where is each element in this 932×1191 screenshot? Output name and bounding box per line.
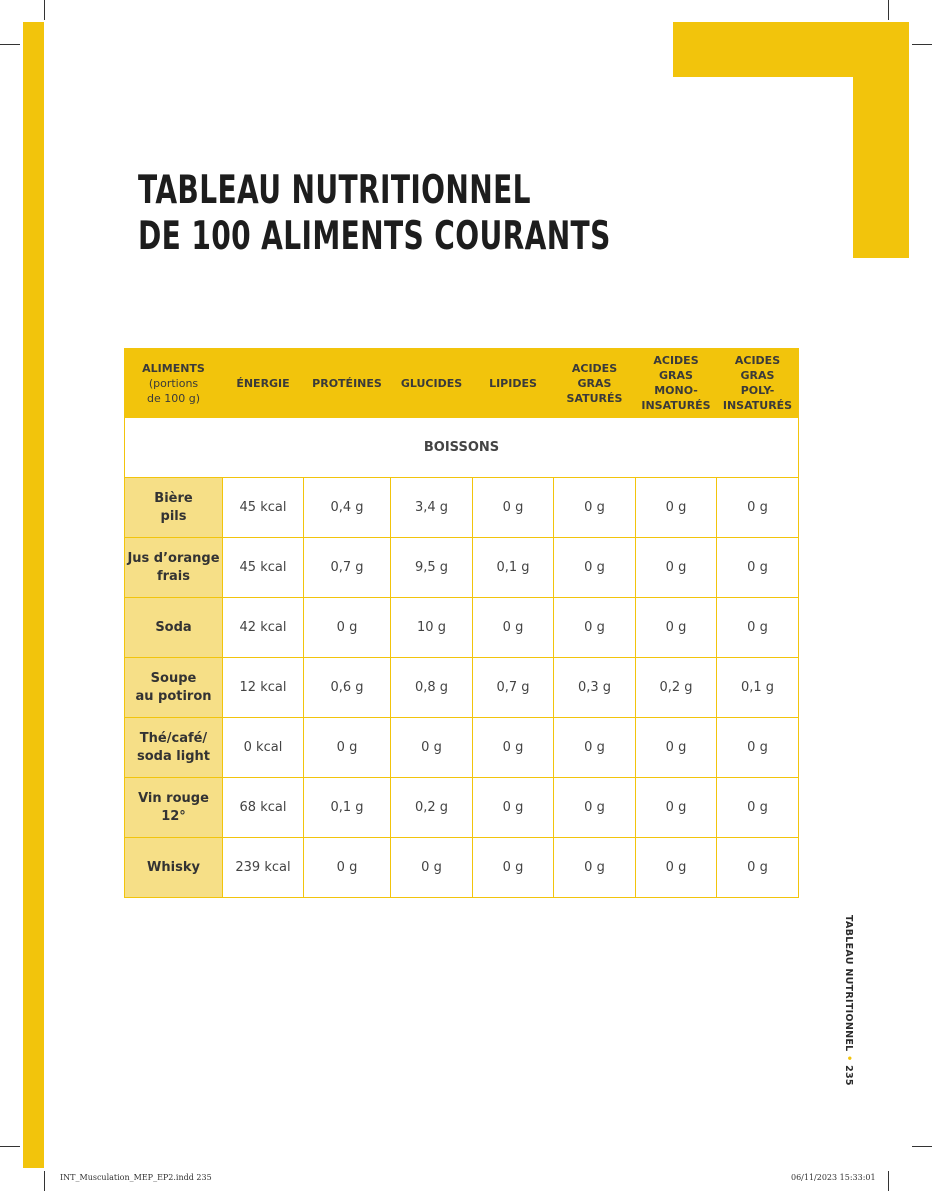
page-title-line1: TABLEAU NUTRITIONNEL [138,168,531,213]
bullet: • [843,1055,854,1062]
value-cell-energie: 239 kcal [223,838,304,898]
slug-filename: INT_Musculation_MEP_EP2.indd 235 [60,1173,212,1182]
crop-mark [0,1146,20,1147]
running-footer-label: TABLEAU NUTRITIONNEL [843,915,854,1052]
table-row [125,538,799,598]
value-cell-ags: 0 g [554,538,636,598]
value-cell-ags: 0,3 g [554,658,636,718]
value-cell-agpi: 0 g [717,598,799,658]
value-cell-lipides: 0,7 g [473,658,554,718]
value-cell-energie: 0 kcal [223,718,304,778]
value-cell-glucides: 0 g [391,838,473,898]
running-footer [843,915,854,1086]
value-cell-ags: 0 g [554,778,636,838]
value-cell-agpi: 0 g [717,538,799,598]
table-row [125,838,799,898]
value-cell-glucides: 10 g [391,598,473,658]
value-cell-glucides: 3,4 g [391,478,473,538]
section-row [125,418,799,478]
value-cell-glucides: 0 g [391,718,473,778]
crop-mark [912,1146,932,1147]
value-cell-energie: 68 kcal [223,778,304,838]
value-cell-agmi: 0,2 g [636,658,717,718]
value-cell-agpi: 0 g [717,838,799,898]
value-cell-ags: 0 g [554,718,636,778]
value-cell-agmi: 0 g [636,598,717,658]
corner-accent-side [853,22,909,258]
crop-mark [888,0,889,20]
value-cell-proteines: 0 g [304,598,391,658]
header-glucides: GLUCIDES [391,349,473,418]
crop-mark [0,44,20,45]
food-name-cell: Soupe au potiron [125,658,223,718]
food-name-cell: Whisky [125,838,223,898]
header-acides-gras-poly-insatures: ACIDES GRAS POLY- INSATURÉS [717,349,799,418]
section-label: BOISSONS [125,418,799,478]
value-cell-agpi: 0 g [717,778,799,838]
food-name-cell: Bière pils [125,478,223,538]
table-row [125,718,799,778]
value-cell-lipides: 0 g [473,718,554,778]
value-cell-energie: 45 kcal [223,538,304,598]
value-cell-agmi: 0 g [636,778,717,838]
value-cell-proteines: 0,1 g [304,778,391,838]
header-acides-gras-satures: ACIDES GRAS SATURÉS [554,349,636,418]
slug-timestamp: 06/11/2023 15:33:01 [791,1173,876,1182]
value-cell-proteines: 0 g [304,838,391,898]
nutrition-table [124,348,799,898]
food-name-cell: Soda [125,598,223,658]
value-cell-agpi: 0,1 g [717,658,799,718]
value-cell-glucides: 0,2 g [391,778,473,838]
header-aliments: ALIMENTS (portions de 100 g) [125,349,223,418]
crop-mark [44,1171,45,1191]
header-lipides: LIPIDES [473,349,554,418]
value-cell-agpi: 0 g [717,718,799,778]
food-name-cell: Vin rouge 12° [125,778,223,838]
value-cell-energie: 45 kcal [223,478,304,538]
table-row [125,598,799,658]
value-cell-agpi: 0 g [717,478,799,538]
value-cell-lipides: 0 g [473,838,554,898]
value-cell-glucides: 9,5 g [391,538,473,598]
value-cell-proteines: 0,6 g [304,658,391,718]
crop-mark [888,1171,889,1191]
header-acides-gras-mono-insatures: ACIDES GRAS MONO- INSATURÉS [636,349,717,418]
value-cell-proteines: 0,7 g [304,538,391,598]
crop-mark [912,44,932,45]
table-row [125,778,799,838]
table-header-row [125,349,799,418]
value-cell-proteines: 0 g [304,718,391,778]
value-cell-lipides: 0 g [473,778,554,838]
page-title [138,168,611,260]
value-cell-agmi: 0 g [636,538,717,598]
value-cell-agmi: 0 g [636,838,717,898]
table-row [125,658,799,718]
value-cell-energie: 42 kcal [223,598,304,658]
page-title-line2: DE 100 ALIMENTS COURANTS [138,214,611,259]
value-cell-lipides: 0 g [473,478,554,538]
table-row [125,478,799,538]
value-cell-agmi: 0 g [636,718,717,778]
value-cell-ags: 0 g [554,478,636,538]
value-cell-lipides: 0 g [473,598,554,658]
value-cell-ags: 0 g [554,838,636,898]
value-cell-agmi: 0 g [636,478,717,538]
food-name-cell: Thé/café/ soda light [125,718,223,778]
value-cell-lipides: 0,1 g [473,538,554,598]
left-accent-band [23,22,44,1168]
page-number: 235 [843,1065,854,1086]
value-cell-energie: 12 kcal [223,658,304,718]
header-proteines: PROTÉINES [304,349,391,418]
value-cell-proteines: 0,4 g [304,478,391,538]
header-energie: ÉNERGIE [223,349,304,418]
food-name-cell: Jus d’orange frais [125,538,223,598]
value-cell-ags: 0 g [554,598,636,658]
value-cell-glucides: 0,8 g [391,658,473,718]
crop-mark [44,0,45,20]
